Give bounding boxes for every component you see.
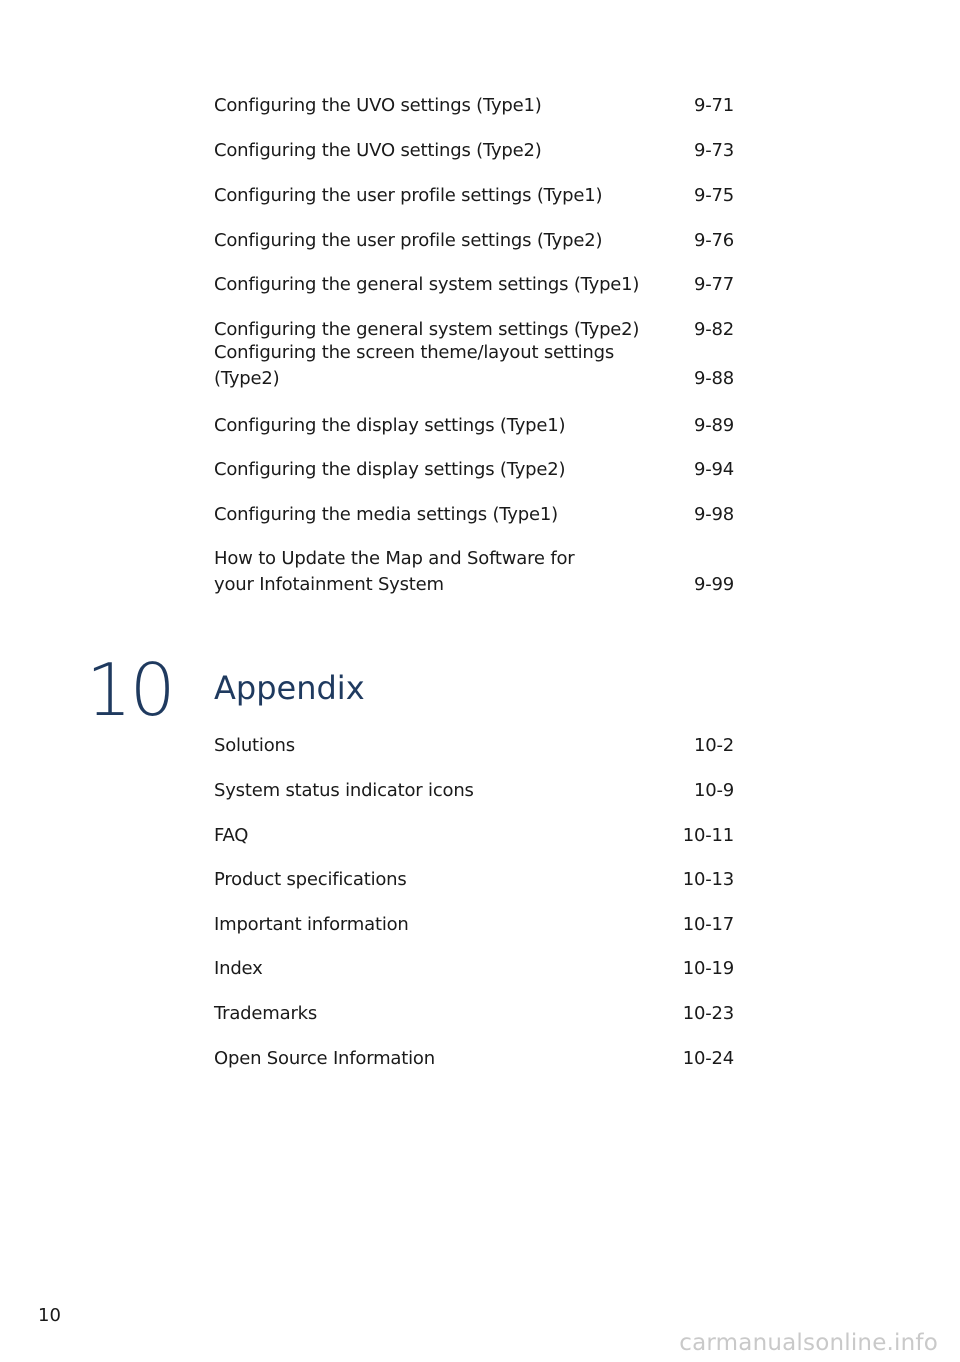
toc-entry[interactable]	[214, 778, 734, 804]
toc-entry[interactable]	[214, 272, 734, 298]
toc-entry-title: Configuring the UVO settings (Type2)	[214, 140, 542, 161]
toc-entry-page: 10-13	[682, 869, 734, 890]
chapter-title: Appendix	[214, 669, 365, 707]
toc-entry-page: 9-89	[693, 415, 734, 436]
toc-entry[interactable]	[214, 912, 734, 938]
toc-entry[interactable]	[214, 502, 734, 528]
toc-entry-title: Important information	[214, 914, 409, 935]
toc-entry-title: Configuring the display settings (Type1)	[214, 415, 566, 436]
toc-entry-page: 9-94	[693, 459, 734, 480]
chapter-number: 10	[86, 648, 174, 732]
toc-entry-title: Configuring the general system settings (Type1)	[214, 274, 640, 295]
toc-entry-page: 9-98	[693, 504, 734, 525]
toc-entry-title: Configuring the user profile settings (Type2)	[214, 230, 603, 251]
toc-entry-title: Configuring the UVO settings (Type1)	[214, 95, 542, 116]
toc-entry-page: 9-88	[693, 368, 734, 389]
toc-entry[interactable]	[214, 823, 734, 849]
toc-entry-page: 9-71	[693, 95, 734, 116]
toc-entry-title: Configuring the general system settings (Type2)	[214, 319, 640, 340]
toc-entry-page: 9-76	[693, 230, 734, 251]
toc-entry-page: 10-2	[693, 735, 734, 756]
toc-entry[interactable]	[214, 1046, 734, 1072]
toc-entry-page: 10-24	[682, 1048, 734, 1069]
toc-entry[interactable]	[214, 183, 734, 209]
page-number: 10	[38, 1305, 61, 1326]
toc-entry-title: Index	[214, 958, 263, 979]
toc-entry-page: 9-73	[693, 140, 734, 161]
toc-entry-title: Configuring the user profile settings (Type1)	[214, 185, 603, 206]
toc-entry-title: Product specifications	[214, 869, 407, 890]
toc-entry-page: 9-77	[693, 274, 734, 295]
toc-entry[interactable]	[214, 138, 734, 164]
toc-entry-page: 10-19	[682, 958, 734, 979]
toc-entry[interactable]	[214, 342, 734, 392]
toc-entry-title: System status indicator icons	[214, 780, 474, 801]
toc-entry-page: 10-23	[682, 1003, 734, 1024]
toc-entry[interactable]	[214, 546, 734, 598]
toc-entry-page: 10-9	[693, 780, 734, 801]
toc-entry-page: 10-17	[682, 914, 734, 935]
toc-entry-page: 10-11	[682, 825, 734, 846]
toc-entry[interactable]	[214, 867, 734, 893]
toc-entry[interactable]	[214, 956, 734, 982]
toc-entry-title: Trademarks	[214, 1003, 318, 1024]
toc-entry-title: Solutions	[214, 735, 295, 756]
toc-entry-page: 9-75	[693, 185, 734, 206]
toc-entry-title: Configuring the media settings (Type1)	[214, 504, 558, 525]
toc-entry-title: Configuring the screen theme/layout settings (Type2)	[214, 342, 615, 389]
toc-entry[interactable]	[214, 93, 734, 119]
toc-entry[interactable]	[214, 413, 734, 439]
toc-entry[interactable]	[214, 1001, 734, 1027]
toc-entry[interactable]	[214, 457, 734, 483]
toc-entry-title: Open Source Information	[214, 1048, 435, 1069]
toc-entry-page: 9-82	[693, 319, 734, 340]
toc-entry-page: 9-99	[693, 574, 734, 595]
toc-entry[interactable]	[214, 733, 734, 759]
toc-entry[interactable]	[214, 228, 734, 254]
toc-entry-title: FAQ	[214, 825, 249, 846]
toc-entry-title: Configuring the display settings (Type2)	[214, 459, 566, 480]
toc-entry-title: How to Update the Map and Software for your Infotainment System	[214, 548, 575, 595]
watermark-text: carmanualsonline.info	[679, 1330, 938, 1356]
